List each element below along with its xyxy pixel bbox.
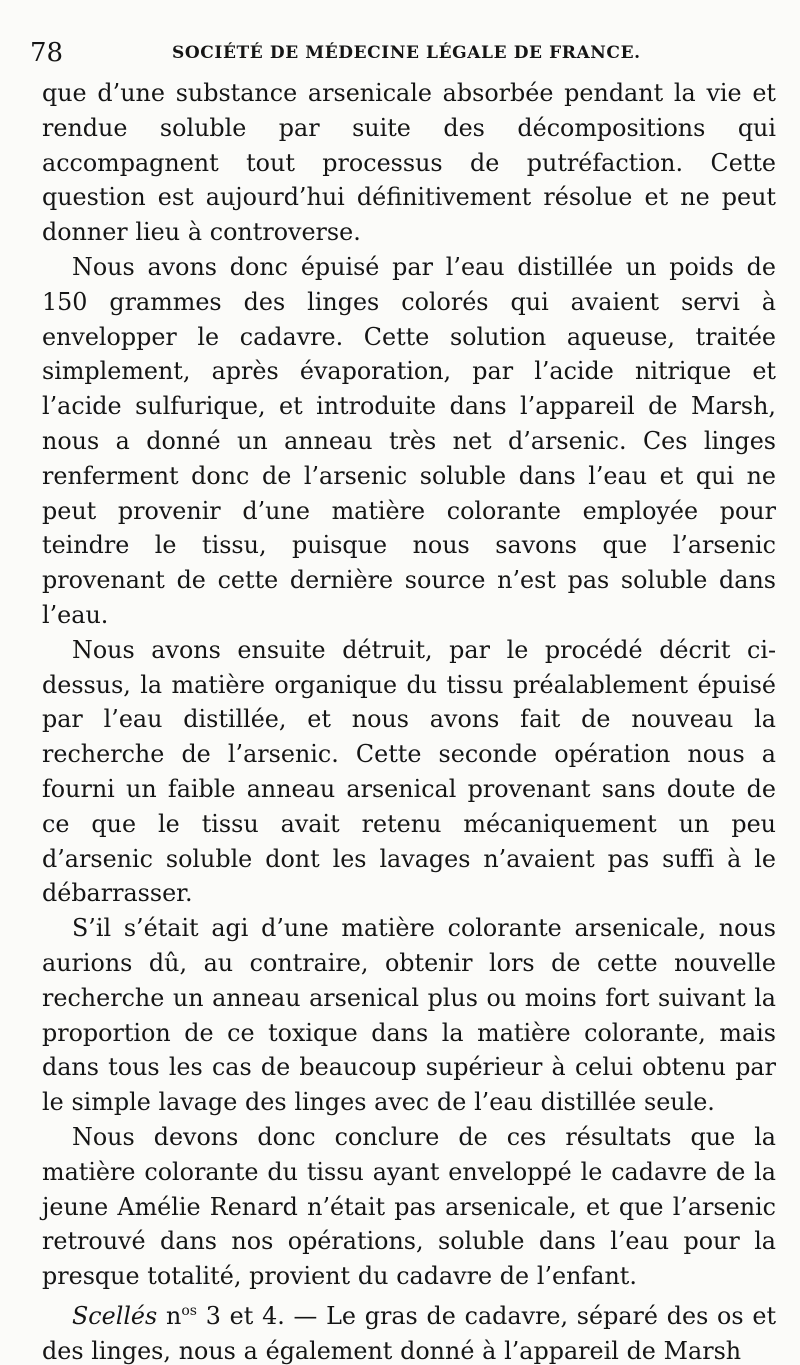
- paragraph-3: Nous avons ensuite détruit, par le procédé décrit ci-dessus, la matière organique du tissu préalablement épuisé par l’eau distillée, et nous avons fait de nouveau la recherche de l’arsenic. Cette seconde opération nous a fourni un faible anneau arsenical provenant sans doute de ce que le tissu avait retenu mécaniquement un peu d’arsenic soluble dont les lavages n’avaient pas suffi à le débarrasser.: [42, 635, 776, 908]
- paragraph-4: S’il s’était agi d’une matière colorante arsenicale, nous aurions dû, au contraire, obtenir lors de cette nouvelle recherche un anneau arsenical plus ou moins fort suivant la proportion de ce toxique dans la matière colorante, mais dans tous les cas de beaucoup supérieur à celui obtenu par le simple lavage des linges avec de l’eau distillée seule.: [42, 914, 776, 1117]
- paragraph-5: Nous devons donc conclure de ces résultats que la matière colorante du tissu ayant enveloppé le cadavre de la jeune Amélie Renard n’était pas arsenicale, et que l’arsenic retrouvé dans nos opérations, soluble dans l’eau pour la presque totalité, provient du cadavre de l’enfant.: [42, 1122, 776, 1291]
- paragraph-2: Nous avons donc épuisé par l’eau distillée un poids de 150 grammes des linges colorés qui avaient servi à envelopper le cadavre. Cette solution aqueuse, traitée simplement, après évaporation, par l’acide nitrique et l’acide sulfurique, et introduite dans l’appareil de Marsh, nous a donné un anneau très net d’arsenic. Ces linges renferment donc de l’arsenic soluble dans l’eau et qui ne peut provenir d’une matière colorante employée pour teindre le tissu, puisque nous savons que l’arsenic provenant de cette dernière source n’est pas soluble dans l’eau.: [42, 252, 776, 629]
- number-abbrev-superscript: os: [181, 1302, 197, 1319]
- number-abbrev: n: [166, 1301, 182, 1330]
- paragraph-6: [42, 1294, 776, 1365]
- scelles-label: Scellés: [72, 1301, 158, 1330]
- paragraph-1: que d’une substance arsenicale absorbée pendant la vie et rendue soluble par suite des décompositions qui accompagnent tout processus de putréfaction. Cette question est aujourd’hui définitivement résolue et ne peut donner lieu à controverse.: [42, 79, 776, 247]
- running-head: [30, 36, 770, 70]
- paragraph-6-text: 3 et 4. — Le gras de cadavre, séparé des os et des linges, nous a également donné à l’appareil de Marsh: [42, 1301, 777, 1365]
- body-text: [42, 76, 776, 1365]
- page-number: 78: [30, 38, 64, 68]
- running-title: SOCIÉTÉ DE MÉDECINE LÉGALE DE FRANCE.: [172, 43, 641, 63]
